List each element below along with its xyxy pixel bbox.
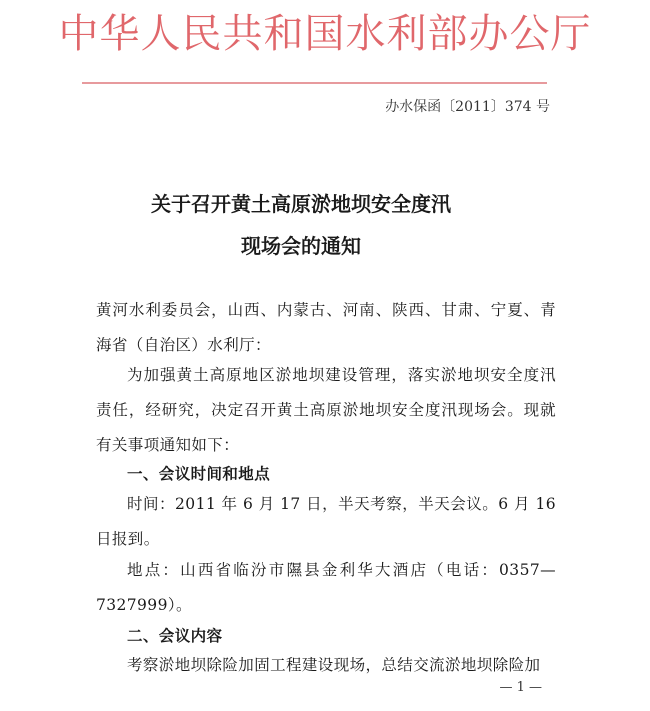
section-heading-time-place: 一、会议时间和地点 xyxy=(127,464,271,483)
notice-title-line-1: 关于召开黄土高原淤地坝安全度汛 xyxy=(151,192,451,216)
content-paragraph: 考察淤地坝除险加固工程建设现场，总结交流淤地坝除险加 xyxy=(127,656,541,674)
document-number: 办水保函〔2011〕374 号 xyxy=(385,99,550,115)
meeting-time: 时间：2011 年 6 月 17 日，半天考察，半天会议。6 月 16 日报到。 xyxy=(96,495,556,548)
page-number: — 1 — xyxy=(499,680,542,695)
letterhead-title: 中华人民共和国水利部办公厅 xyxy=(58,11,592,57)
meeting-place: 地点：山西省临汾市隰县金利华大酒店（电话：0357—7327999）。 xyxy=(96,561,556,614)
addressee: 黄河水利委员会，山西、内蒙古、河南、陕西、甘肃、宁夏、青海省（自治区）水利厅： xyxy=(96,301,556,354)
section-heading-content: 二、会议内容 xyxy=(127,626,223,645)
notice-title-line-2: 现场会的通知 xyxy=(241,234,361,258)
intro-paragraph: 为加强黄土高原地区淤地坝建设管理，落实淤地坝安全度汛责任，经研究，决定召开黄土高原淤地坝安全度汛现场会。现就有关事项通知如下： xyxy=(96,366,556,454)
letterhead-rule xyxy=(82,82,547,84)
